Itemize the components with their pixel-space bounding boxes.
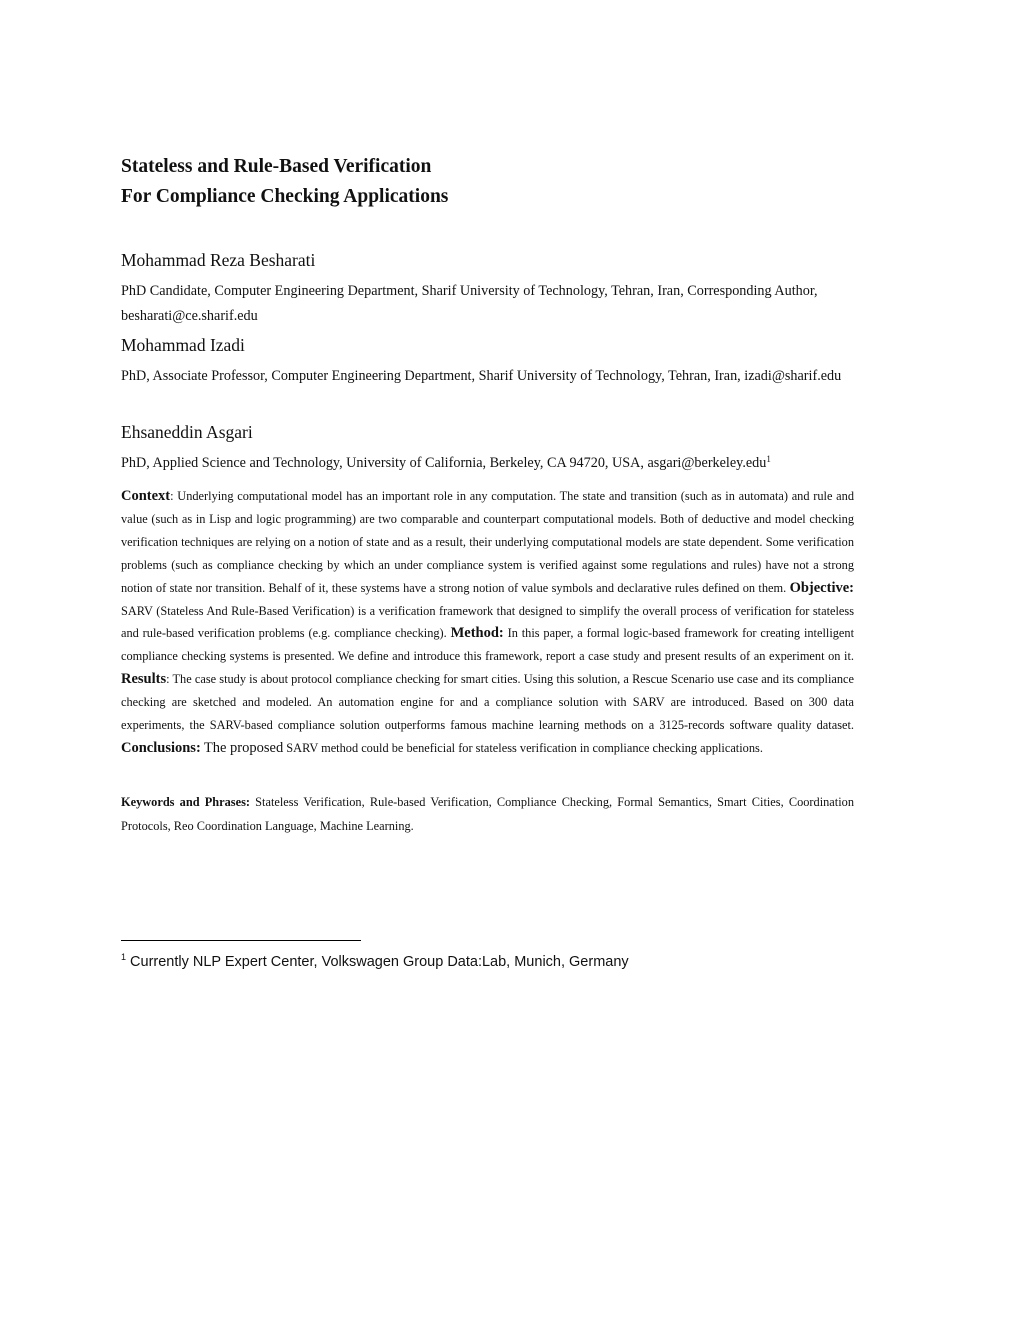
- conclusions-label: Conclusions:: [121, 739, 201, 756]
- author-affiliation-1: PhD Candidate, Computer Engineering Department, Sharif University of Technology, Tehran, Iran, Corresponding Author, besharati@ce.sharif.edu: [121, 283, 818, 324]
- method-label: Method:: [450, 625, 504, 642]
- paper-title: [121, 152, 854, 212]
- context-text: : Underlying computational model has an important role in any computation. The state and transition (such as in automata) and rule and value (such as in Lisp and logic programming) are two comparable and counterpart computational models. Both of deductive and model checking verification techniques are relying on a notion of state and as a result, their underlying computational models are state dependent. Some verification problems (such as compliance checking by which an under compliance system is verified against some regulations and rules) have not a strong notion of state nor transition. Behalf of it, these systems have a strong notion of value symbols and declarative rules defined on them.: [121, 489, 854, 595]
- author-name-3: Ehsaneddin Asgari: [121, 422, 253, 442]
- author-name-1: Mohammad Reza Besharati: [121, 250, 316, 270]
- context-label: Context: [121, 488, 171, 504]
- method-text: In this paper, a formal logic-based framework for creating intelligent compliance checking systems is presented. We define and introduce this framework, report a case study and present results of an experiment on it.: [121, 626, 855, 664]
- conclusions-text: SARV method could be beneficial for stateless verification in compliance checking applications.: [283, 740, 763, 755]
- author-affiliation-2: PhD, Associate Professor, Computer Engineering Department, Sharif University of Technology, Tehran, Iran, izadi@sharif.edu: [121, 368, 842, 384]
- footnote-marker: 1: [121, 952, 127, 962]
- author-name-2: Mohammad Izadi: [121, 335, 245, 355]
- conclusions-lead: The proposed: [203, 739, 284, 756]
- results-label: Results: [121, 671, 167, 688]
- abstract: [121, 485, 854, 760]
- paper-page: [121, 0, 854, 1325]
- footnote-divider: [121, 940, 361, 941]
- footnote: [121, 951, 629, 973]
- footnote-text: Currently NLP Expert Center, Volkswagen Group Data:Lab, Munich, Germany: [126, 954, 629, 970]
- keywords-text: Stateless Verification, Rule-based Verification, Compliance Checking, Formal Semantics, Smart Cities, Coordination Protocols, Reo Coordination Language, Machine Learning.: [121, 795, 854, 833]
- keywords: [121, 791, 854, 838]
- objective-text: SARV (Stateless And Rule-Based Verification) is a verification framework that designed to simplify the overall process of verification for stateless and rule-based verification problems (e.g. compliance checking).: [121, 603, 854, 641]
- footnote-marker-ref: 1: [766, 454, 771, 464]
- results-text: : The case study is about protocol compliance checking for smart cities. Using this solution, a Rescue Scenario use case and its compliance checking are sketched and modeled. An automation engine for and a compliance solution with SARV are introduced. Based on 300 data experiments, the SARV-based compliance solution outperforms famous machine learning methods on a 3125-records software quality dataset.: [121, 672, 854, 733]
- affiliation-3-text: PhD, Applied Science and Technology, University of California, Berkeley, CA 94720, USA, asgari@berkeley.edu: [121, 455, 767, 471]
- title-line-1: Stateless and Rule-Based Verification: [121, 156, 432, 177]
- author-affiliation-3: [121, 451, 854, 476]
- objective-label: Objective:: [789, 579, 854, 596]
- title-line-2: For Compliance Checking Applications: [121, 186, 449, 207]
- keywords-label: Keywords and Phrases:: [121, 795, 250, 809]
